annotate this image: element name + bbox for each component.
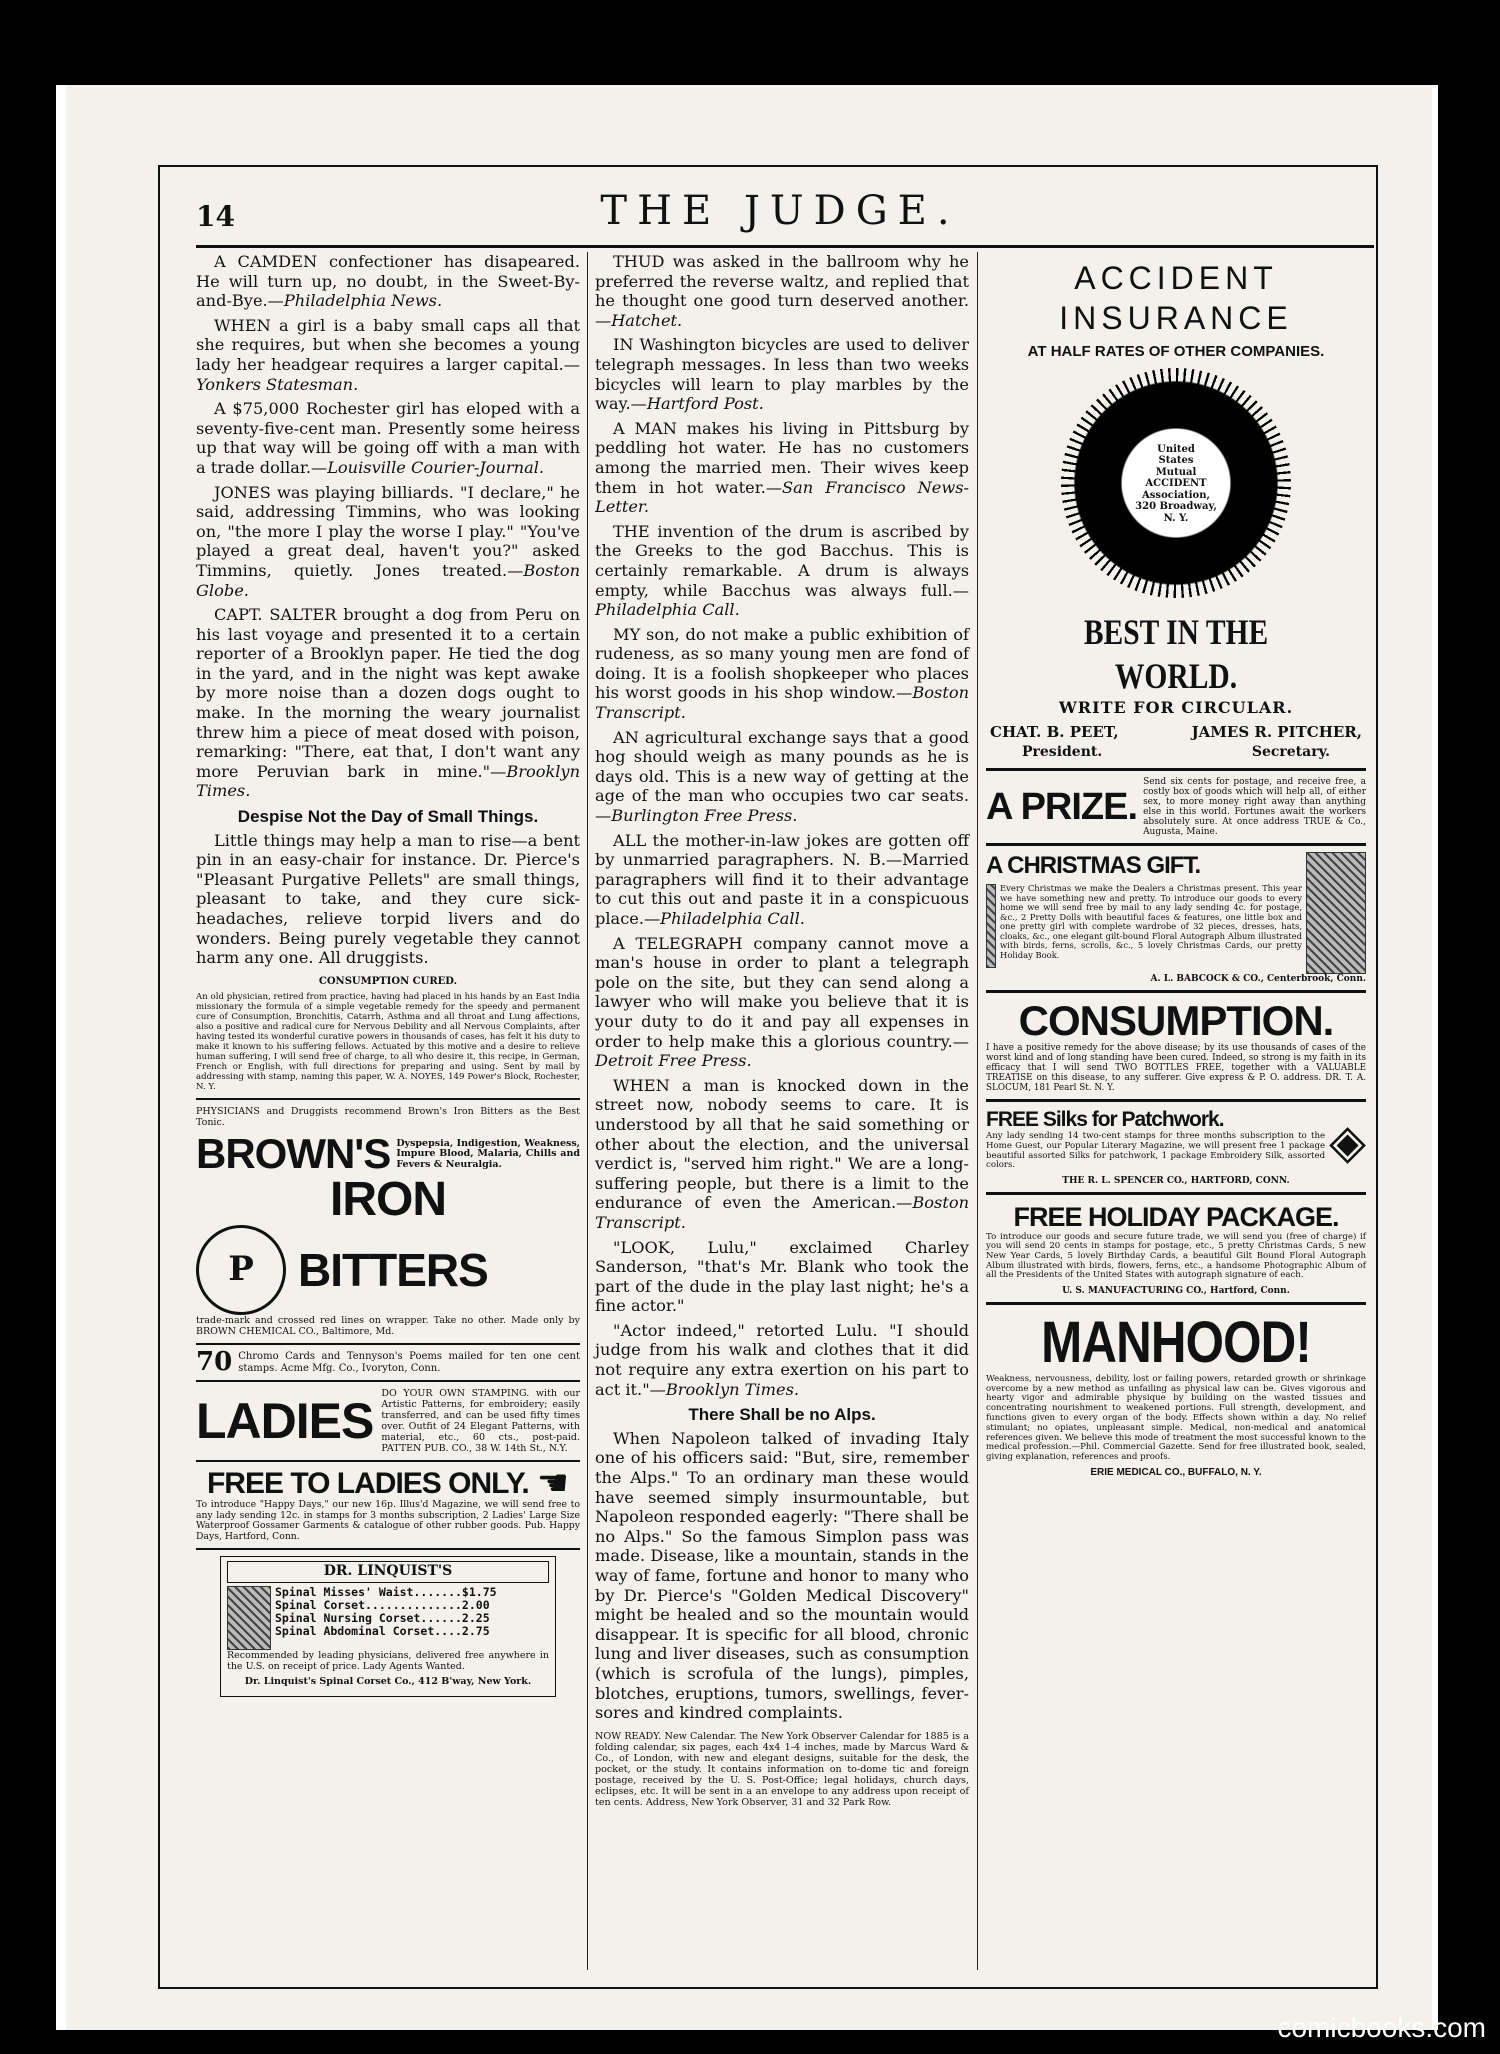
divider <box>986 1099 1366 1102</box>
ad-brand: BROWN'S <box>196 1130 391 1178</box>
paragraph: IN Washington bicycles are used to deliver telegraph messages. In less than two weeks bicycles will learn to play marbles by the way.—Hartford Post. <box>595 335 969 414</box>
price-line: Spinal Nursing Corset......2.25 <box>275 1610 490 1625</box>
divider <box>196 1343 580 1345</box>
ad-christmas-gift <box>986 852 1366 984</box>
paragraph: MY son, do not make a public exhibition of rudeness, as so many young men are fond of doing. It is a foolish shopkeeper who places his worst goods in his shop window.—Boston Transcript. <box>595 624 969 723</box>
ad-title: DR. LINQUIST'S <box>227 1561 549 1583</box>
divider <box>196 1460 580 1462</box>
seal-line: States <box>1158 455 1194 467</box>
divider <box>196 1098 580 1100</box>
seal-line: United <box>1157 443 1195 455</box>
ad-address: U. S. MANUFACTURING CO., Hartford, Conn. <box>1062 1285 1290 1296</box>
divider <box>196 1380 580 1382</box>
paragraph: When Napoleon talked of invading Italy one of his officers said: "But, sire, remember the Alps." To an ordinary man these would have seemed simply insurmountable, but Napoleon responded eagerly: "There shall be no Alps." So the famous Simplon pass was made. Disease, like a mountain, stands in the way of fame, fortune and honor to many who by Dr. Pierce's "Golden Medical Discovery" might be healed and so the mountain would disappear. It is specific for all blood, chronic lung and liver diseases, such as consumption (which is scrofula of the lungs), pimples, blotches, eruptions, tumors, swellings, fever-sores and kindred complaints. <box>595 1428 969 1723</box>
ad-address: THE R. L. SPENCER CO., HARTFORD, CONN. <box>1062 1175 1290 1186</box>
officer-title: Secretary. <box>1251 743 1330 760</box>
divider <box>196 1548 580 1550</box>
ad-text: Every Christmas we make the Dealers a Christmas present. This year we have something new and pretty. To introduce our goods to every home we will send free by mail to any lady sending 4c. for postage, &c., 2 Pretty Dolls with beautiful faces & features, one little box and one pretty girl with complete wardrobe of 32 pieces, dresses, hats, cloaks, &c., one elegant gilt-bound Floral Autograph Album illustrated with birds, ferns, scrolls, &c., 5 lovely Christmas Cards, our pretty Holiday Book. <box>1000 883 1302 960</box>
ad-call-to-action: WRITE FOR CIRCULAR. <box>1058 697 1294 717</box>
paragraph: WHEN a man is knocked down in the street now, nobody seems to care. It is understood by all that he said something or other about the election, and the universal verdict is, "served him right." We are a long-suffering people, but there is a limit to the endurance of even the American.—Boston Transcript. <box>595 1075 969 1232</box>
ad-brand: BITTERS <box>298 1244 488 1297</box>
paragraph: Little things may help a man to rise—a bent pin in an easy-chair for instance. Dr. Pierce's "Pleasant Purgative Pellets" are small things, pleasant to take, and they cure sick-headaches, relieve torpid livers and do wonders. Being purely vegetable they cannot harm any one. All druggists. <box>196 830 580 968</box>
divider <box>986 768 1366 771</box>
paragraph: THUD was asked in the ballroom why he preferred the reverse waltz, and replied that he thought one good turn deserved another.—Hatchet. <box>595 252 969 330</box>
patchwork-diamond-icon: ◈ <box>1329 1114 1366 1171</box>
pointing-hand-icon: ☚ <box>536 1463 569 1505</box>
ad-prize <box>986 777 1366 837</box>
paragraph: A CAMDEN confectioner has disapeared. He will turn up, no doubt, in the Sweet-By-and-Bye.—Philadelphia News. <box>196 252 580 311</box>
ad-text: I have a positive remedy for the above disease; by its use thousands of cases of the worst kind and of long standing have been cured. Indeed, so strong is my faith in its efficacy that I will send TWO BOTTLES FREE, together with a VALUABLE TREATISE on this disease, to any sufferer. Give express & P. O. address. DR. T. A. SLOCUM, 181 Pearl St. N. Y. <box>986 1043 1366 1094</box>
ad-slogan: BEST IN THE WORLD. <box>1083 611 1269 696</box>
paragraph: A TELEGRAPH company cannot move a man's house in order to plant a telegraph pole on the site, but they can send along a lawyer who will make you believe that it is your duty to do it and pay all expenses in order to help make this a glorious country.—Detroit Free Press. <box>595 933 969 1071</box>
seal-line: N. Y. <box>1163 512 1189 524</box>
paragraph: THE invention of the drum is ascribed by the Greeks to the god Bacchus. This is certainly remarkable. A drum is always empty, while Bacchus was always full.—Philadelphia Call. <box>595 521 969 620</box>
divider <box>986 1302 1366 1305</box>
paragraph: CAPT. SALTER brought a dog from Peru on his last voyage and presented it to a certain reporter of a Brooklyn paper. He tied the dog in the yard, and in the night was kept awake by more noise than a dozen dogs ought to make. In the morning the weary journalist threw him a piece of meat dosed with poison, remarking: "There, eat that, I don't want any more Peruvian bark in mine."—Brooklyn Times. <box>196 605 580 801</box>
column-rule-2 <box>977 252 978 1970</box>
ad-consumption <box>986 999 1366 1093</box>
header-rule <box>196 245 1374 248</box>
ad-heading: INSURANCE <box>1059 300 1293 336</box>
scan-left-edge <box>56 85 66 2030</box>
sunburst-seal-icon <box>1061 368 1291 598</box>
column-rule-1 <box>587 252 588 1970</box>
section-heading: There Shall be no Alps. <box>688 1405 876 1425</box>
ad-footer: trade-mark and crossed red lines on wrapper. Take no other. Made only by BROWN CHEMICAL CO., Baltimore, Md. <box>196 1315 580 1338</box>
paragraph: "LOOK, Lulu," exclaimed Charley Sanderson, "that's Mr. Blank who took the part of the dude in the play last night; he's a fine actor." <box>595 1237 969 1316</box>
paragraph: A $75,000 Rochester girl has eloped with a seventy-five-cent man. Presently some heiress up that way will be going off with a man with a trade dollar.—Louisville Courier-Journal. <box>196 399 580 477</box>
paragraph: "Actor indeed," retorted Lulu. "I should judge from his walk and clothes that it did not require any extra exertion on his part to act it."—Brooklyn Times. <box>595 1320 969 1399</box>
ad-manhood <box>986 1311 1366 1478</box>
seal-line: Mutual <box>1155 466 1197 478</box>
ad-brand: FREE HOLIDAY PACKAGE. <box>1013 1201 1339 1232</box>
column-2 <box>595 252 969 1813</box>
ad-linquist-corsets <box>220 1556 556 1697</box>
paragraph: JONES was playing billiards. "I declare," he said, addressing Timmins, who was looking on, "the more I play the worse I play." "You've played a great deal, haven't you?" asked Timmins, quietly. Jones treated.—Boston Globe. <box>196 482 580 600</box>
officer-name: JAMES R. PITCHER, <box>1191 723 1362 742</box>
notice-text: An old physician, retired from practice, having had placed in his hands by an East India missionary the formula of a simple vegetable remedy for the speedy and permanent cure of Consumption, Bronchitis, Catarrh, Asthma and all throat and Lung affections, also a positive and radical cure for Nervous Debility and all Nervous Complaints, after having tested its wonderful curative powers in thousands of cases, has felt it his duty to make it known to his suffering fellows. Actuated by this motive and a desire to relieve human suffering, I will send free of charge, to all who desire it, this recipe, in German, French or English, with full directions for preparing and using. Sent by mail by addressing with stamp, naming this paper, W. A. NOYES, 149 Power's Block, Rochester, N. Y. <box>196 992 580 1093</box>
ad-silks-patchwork <box>986 1108 1366 1185</box>
ad-text: To introduce our goods and secure future trade, we will send you (free of charge) if you will send 20 cents in stamps for postage, etc., 5 pretty Christmas Cards, 5 new New Year Cards, 5 lovely Birthday Cards, a beautiful Gilt Bound Floral Autograph Album illustrated with birds, flowers, ferns, etc., a handsome Photographic Album of all the Presidents of the United States with autograph signature of each. <box>986 1231 1366 1281</box>
ad-text: Chromo Cards and Tennyson's Poems mailed for ten one cent stamps. Acme Mfg. Co., Ivoryton, Conn. <box>238 1351 580 1374</box>
paragraph: ALL the mother-in-law jokes are gotten off by unmarried paragraphers. N. B.—Married paragraphers will find it to their advantage to cut this out and paste it in a conspicuous place.—Philadelphia Call. <box>595 830 969 928</box>
ad-brand: CONSUMPTION. <box>1018 997 1334 1045</box>
ad-text: To introduce "Happy Days," our new 16p. Illus'd Magazine, we will send free to any lady sending 12c. in stamps for 3 months subscription, 2 Ladies' Large Size Waterproof Gossamer Garments & catalogue of other rubber goods. Pub. Happy Days, Hartford, Conn. <box>196 1499 580 1542</box>
paragraph: A MAN makes his living in Pittsburg by peddling hot water. He has no customers among the married men. Their wives keep them in hot water.—San Francisco News-Letter. <box>595 418 969 517</box>
ad-brand: FREE Silks for Patchwork. <box>986 1108 1224 1132</box>
price-line: Spinal Abdominal Corset....2.75 <box>275 1623 490 1638</box>
ad-text: Any lady sending 14 two-cent stamps for three months subscription to the Home Guest, our Popular Literary Magazine, we will present free 1 package beautiful assorted Silks for patchwork, 1 package Embroidery Silk, assorted colors. <box>986 1131 1326 1171</box>
ad-brand: IRON <box>330 1173 446 1227</box>
paragraph: AN agricultural exchange says that a good hog should weigh as many pounds as he is days old. This is a new way of getting at the age of the man who occupies two car seats.—Burlington Free Press. <box>595 727 969 826</box>
masthead-title: THE JUDGE. <box>600 188 960 234</box>
ad-subheading: AT HALF RATES OF OTHER COMPANIES. <box>1027 343 1325 360</box>
ad-chromo-cards <box>196 1346 580 1377</box>
ad-address: A. L. BABCOCK & CO., Centerbrook, Conn. <box>1150 974 1366 985</box>
ad-ladies-stamping <box>196 1388 580 1454</box>
divider <box>986 990 1366 993</box>
notice-heading: CONSUMPTION CURED. <box>318 975 458 987</box>
quality-seal-icon: P <box>196 1225 286 1315</box>
corset-illustration <box>227 1586 271 1650</box>
page-number: 14 <box>196 200 235 233</box>
ad-text: DO YOUR OWN STAMPING. with our Artistic Patterns, for embroidery; easily transferred, and can be used fifty times over. Outfit of 24 Elegant Patterns, with material, etc., 60 cts., post-paid. PATTEN PUB. CO., 38 W. 14th St., N.Y. <box>381 1388 580 1455</box>
ad-address: ERIE MEDICAL CO., BUFFALO, N. Y. <box>1090 1466 1262 1478</box>
paragraph: WHEN a girl is a baby small caps all that she requires, but when she becomes a young lady her headgear requires a larger capital.—Yonkers Statesman. <box>196 315 580 394</box>
column-3 <box>986 258 1366 1483</box>
column-1 <box>196 252 580 1701</box>
girl-illustration <box>1306 852 1366 974</box>
officer-name: CHAT. B. PEET, <box>990 723 1119 742</box>
ad-address: Dr. Linquist's Spinal Corset Co., 412 B'way, New York. <box>244 1675 532 1687</box>
ad-accident-insurance <box>986 258 1366 762</box>
price-line: Spinal Misses' Waist.......$1.75 <box>275 1584 497 1599</box>
ad-holiday-package <box>986 1201 1366 1296</box>
officer-title: President. <box>1022 743 1103 760</box>
notice-text: NOW READY. New Calendar. The New York Observer Calendar for 1885 is a folding calendar, six pages, each 4x4 1-4 inches, made by Marcus Ward & Co., of London, with new and elegant designs, suitable for the desk, the pocket, or the study. It contains information on to-dome tic and foreign postage, received by the U. S. Post-Office; legal holidays, church days, eclipses, etc. It will be sent in a an envelope to any address upon receipt of ten cents. Address, New York Observer, 31 and 32 Park Row. <box>595 1730 969 1808</box>
ad-free-to-ladies <box>196 1463 580 1542</box>
doll-illustration <box>986 884 996 968</box>
ad-heading: ACCIDENT <box>1074 260 1278 296</box>
ad-browns-iron-bitters <box>196 1106 580 1337</box>
ad-brand: A PRIZE. <box>986 786 1138 829</box>
watermark: comicbooks.com <box>1277 2012 1486 2043</box>
ad-text: Send six cents for postage, and receive free, a costly box of goods which will help all, of either sex, to more money right away than anything else in this world. Fortunes await the workers absolutely sure. At once address TRUE & Co., Augusta, Maine. <box>1143 777 1366 838</box>
seal-line: 320 Broadway, <box>1135 501 1217 513</box>
ad-brand: LADIES <box>196 1393 374 1450</box>
divider <box>986 843 1366 846</box>
seal-line: Association, <box>1142 489 1210 501</box>
ad-brand: A CHRISTMAS GIFT. <box>986 852 1201 880</box>
ad-side-text: Dyspepsia, Indigestion, Weakness, Impure Blood, Malaria, Chills and Fevers & Neuralgia. <box>396 1137 580 1170</box>
ad-number: 70 <box>196 1346 233 1377</box>
ad-text: Weakness, nervousness, debility, lost or failing powers, retarded growth or shrinkage overcome by a new method as unfailing as physical law can be. Gives vigorous and hearty vigor and admirable physique by building on the wasted tissues and concentrating nourishment to weakened portions. Full strength, development, and functions given to every organ of the body. Effects shown within a day. No relief stimulant; no opiates, unpleasant simple. Medical, non-medical and anatomical references given. We believe this mode of treatment the most successful known to the medical profession.—Phil. Commercial Gazette. Send for free illustrated book, sealed, giving explanation, references and proofs. <box>986 1373 1366 1463</box>
ad-brand: FREE TO LADIES ONLY. <box>206 1467 529 1501</box>
divider <box>986 1192 1366 1195</box>
ad-intro: PHYSICIANS and Druggists recommend Brown's Iron Bitters as the Best Tonic. <box>196 1106 580 1129</box>
ad-text: Recommended by leading physicians, delivered free anywhere in the U.S. on receipt of price. Lady Agents Wanted. <box>227 1649 549 1672</box>
ad-brand: MANHOOD! <box>1041 1309 1311 1375</box>
seal-line: ACCIDENT <box>1145 478 1207 490</box>
price-line: Spinal Corset..............2.00 <box>275 1597 490 1612</box>
scan-right-edge <box>1432 85 1438 2030</box>
section-heading: Despise Not the Day of Small Things. <box>237 807 539 827</box>
